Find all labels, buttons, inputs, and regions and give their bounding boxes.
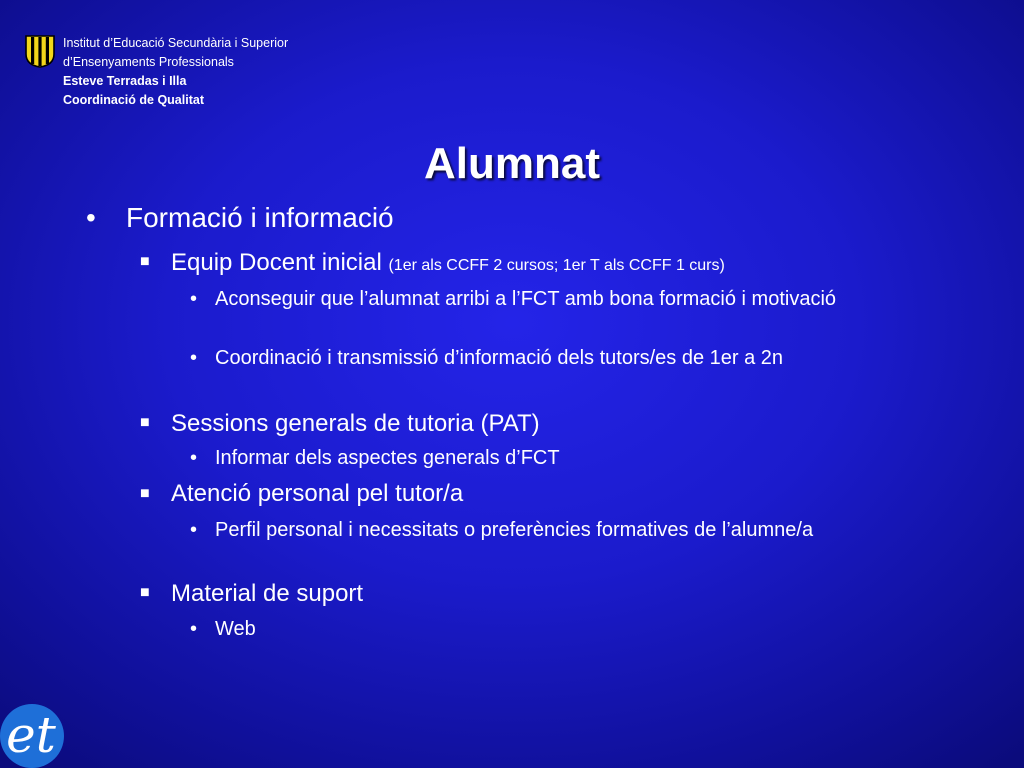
et-logo-icon <box>0 694 74 768</box>
item-text-1-1: Aconseguir que l’alumnat arribi a l’FCT amb bona formació i motivació <box>215 288 837 310</box>
catalan-government-emblem-icon <box>24 34 56 68</box>
section-heading-1 <box>171 248 725 281</box>
item-bullet-4-1: • <box>190 618 198 640</box>
section-bullet-4: ■ <box>140 584 150 601</box>
item-text-4-1: Web <box>215 618 256 640</box>
item-text-2-1: Informar dels aspectes generals d’FCT <box>215 447 560 469</box>
slide-title: Alumnat <box>424 139 600 188</box>
item-bullet-1-1: • <box>190 288 198 310</box>
section-text-3: Atenció personal pel tutor/a <box>171 480 464 507</box>
section-bullet-3: ■ <box>140 485 150 502</box>
level1-bullet: • <box>86 202 96 233</box>
header-line-institute: Institut d’Educació Secundària i Superior <box>63 36 289 50</box>
section-note-1: (1er als CCFF 2 cursos; 1er T als CCFF 1 curs) <box>388 257 725 274</box>
level1-text: Formació i informació <box>126 202 394 233</box>
item-text-1-2: Coordinació i transmissió d’informació dels tutors/es de 1er a 2n <box>215 347 784 369</box>
section-text-1: Equip Docent inicial <box>171 249 382 276</box>
section-text-2: Sessions generals de tutoria (PAT) <box>171 410 540 437</box>
section-bullet-1: ■ <box>140 253 150 270</box>
item-bullet-1-2: • <box>190 347 198 369</box>
header-line-school: Esteve Terradas i Illa <box>63 74 187 88</box>
item-bullet-2-1: • <box>190 447 198 469</box>
item-text-3-1: Perfil personal i necessitats o preferències formatives de l’alumne/a <box>215 519 814 541</box>
logo-text: et <box>6 706 56 764</box>
section-text-4: Material de suport <box>171 580 364 607</box>
item-bullet-3-1: • <box>190 519 198 541</box>
header-line-education: d’Ensenyaments Professionals <box>63 55 234 69</box>
header-line-department: Coordinació de Qualitat <box>63 93 204 107</box>
institution-header <box>24 34 288 110</box>
section-bullet-2: ■ <box>140 414 150 431</box>
